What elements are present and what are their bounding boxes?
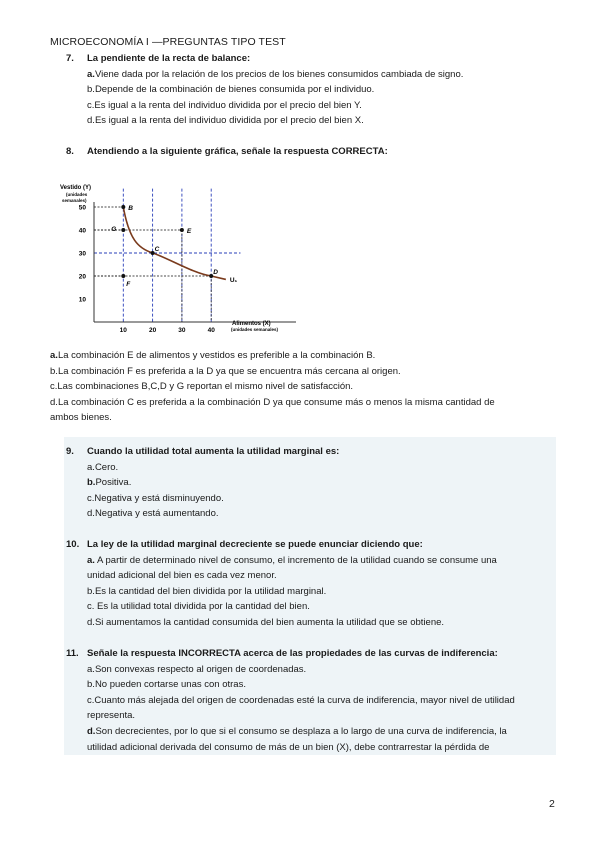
point-label: F: [126, 281, 131, 288]
point-label: G: [111, 226, 117, 233]
question-title: La ley de la utilidad marginal decreciente se puede enunciar diciendo que:: [87, 539, 423, 550]
option-a: a.Son convexas respecto al origen de coordenadas.: [87, 663, 307, 675]
x-axis-label: Alimentos (X): [232, 321, 271, 327]
question-number: 9.: [66, 446, 74, 457]
y-axis-label: Vestido (Y): [60, 185, 92, 191]
option-d: d.Son decrecientes, por lo que si el consumo se desplaza a lo largo de una curva de indiferencia, la: [87, 725, 507, 737]
x-tick-label: 20: [148, 327, 157, 334]
question-11: [66, 646, 515, 755]
option-a: a. A partir de determinado nivel de consumo, el incremento de la utilidad cuando se consume una: [87, 554, 497, 566]
curve-label: U₁: [229, 276, 238, 284]
y-tick-label: 30: [78, 250, 86, 258]
y-tick-label: 50: [78, 204, 86, 212]
option-a: a.La combinación E de alimentos y vestidos es preferible a la combinación B.: [50, 350, 376, 361]
option-c: c.Las combinaciones B,C,D y G reportan el mismo nivel de satisfacción.: [50, 381, 354, 393]
option-a: a.Viene dada por la relación de los precios de los bienes consumidos cambiada de signo.: [87, 68, 464, 80]
data-point-f: [121, 274, 125, 278]
option-b: b.No pueden cortarse unas con otras.: [87, 679, 246, 691]
point-label: C: [154, 246, 160, 253]
data-point-g: [121, 228, 125, 232]
option-c-continued: representa.: [87, 710, 136, 722]
x-tick-label: 10: [119, 327, 127, 334]
point-label: B: [128, 205, 134, 212]
page-number: 2: [549, 798, 555, 810]
indifference-curve-chart: [60, 180, 320, 340]
data-point-b: [121, 205, 125, 209]
question-8: [66, 144, 388, 160]
option-d: d.Si aumentamos la cantidad consumida del bien aumenta la utilidad que se obtiene.: [87, 616, 445, 628]
option-b: b.La combinación F es preferida a la D ya que se encuentra más cercana al origen.: [50, 365, 401, 377]
option-d: d.Negativa y está aumentando.: [87, 508, 219, 520]
point-label: D: [213, 269, 218, 276]
question-number: 10.: [66, 539, 80, 550]
x-tick-label: 30: [178, 327, 186, 334]
option-d: d.Es igual a la renta del individuo dividida por el precio del bien X.: [87, 115, 364, 127]
y-axis-sublabel: (unidades: [66, 192, 88, 197]
question-7: [66, 51, 463, 129]
option-b: b.Depende de la combinación de bienes consumida por el individuo.: [87, 84, 375, 96]
option-d: d.La combinación C es preferida a la combinación D ya que consume más o menos la misma cantidad de: [50, 396, 495, 408]
option-c: c.Negativa y está disminuyendo.: [87, 492, 224, 504]
option-d-continued: utilidad adicional derivada del consumo de más de un bien (X), debe contrarrestar la pérdida de: [87, 741, 490, 753]
option-a: a.Cero.: [87, 461, 119, 473]
x-axis-sublabel: (unidades semanales): [231, 327, 279, 332]
option-b: b.Es la cantidad del bien dividida por la utilidad marginal.: [87, 585, 327, 597]
question-title: Cuando la utilidad total aumenta la utilidad marginal es:: [87, 446, 340, 457]
option-d-continued: ambos bienes.: [50, 412, 112, 424]
option-c: c.Es igual a la renta del individuo dividida por el precio del bien Y.: [87, 99, 362, 111]
x-tick-label: 40: [207, 327, 215, 334]
question-9: [66, 444, 339, 522]
y-axis-sublabel: semanales): [62, 198, 87, 203]
page-header: MICROECONOMÍA I —PREGUNTAS TIPO TEST: [50, 36, 286, 48]
question-number: 7.: [66, 53, 74, 64]
question-title: Señale la respuesta INCORRECTA acerca de las propiedades de las curvas de indiferencia:: [87, 648, 498, 659]
option-a-continued: unidad adicional del bien es cada vez menor.: [87, 570, 277, 582]
y-tick-label: 40: [78, 227, 86, 235]
data-point-e: [180, 228, 184, 232]
y-tick-label: 20: [78, 273, 86, 281]
option-c: c. Es la utilidad total dividida por la cantidad del bien.: [87, 601, 310, 613]
point-label: E: [186, 228, 192, 235]
question-title: La pendiente de la recta de balance:: [87, 53, 251, 64]
y-tick-label: 10: [78, 296, 86, 304]
question-10: [66, 537, 497, 631]
question-number: 8.: [66, 146, 74, 157]
option-c: c.Cuanto más alejada del origen de coordenadas esté la curva de indiferencia, mayor nivel de utilidad: [87, 694, 515, 706]
question-8-options: [50, 348, 495, 426]
option-b: b.Positiva.: [87, 477, 132, 489]
indifference-curve: [123, 207, 226, 279]
question-title: Atendiendo a la siguiente gráfica, señale la respuesta CORRECTA:: [87, 146, 388, 157]
question-number: 11.: [66, 648, 79, 659]
